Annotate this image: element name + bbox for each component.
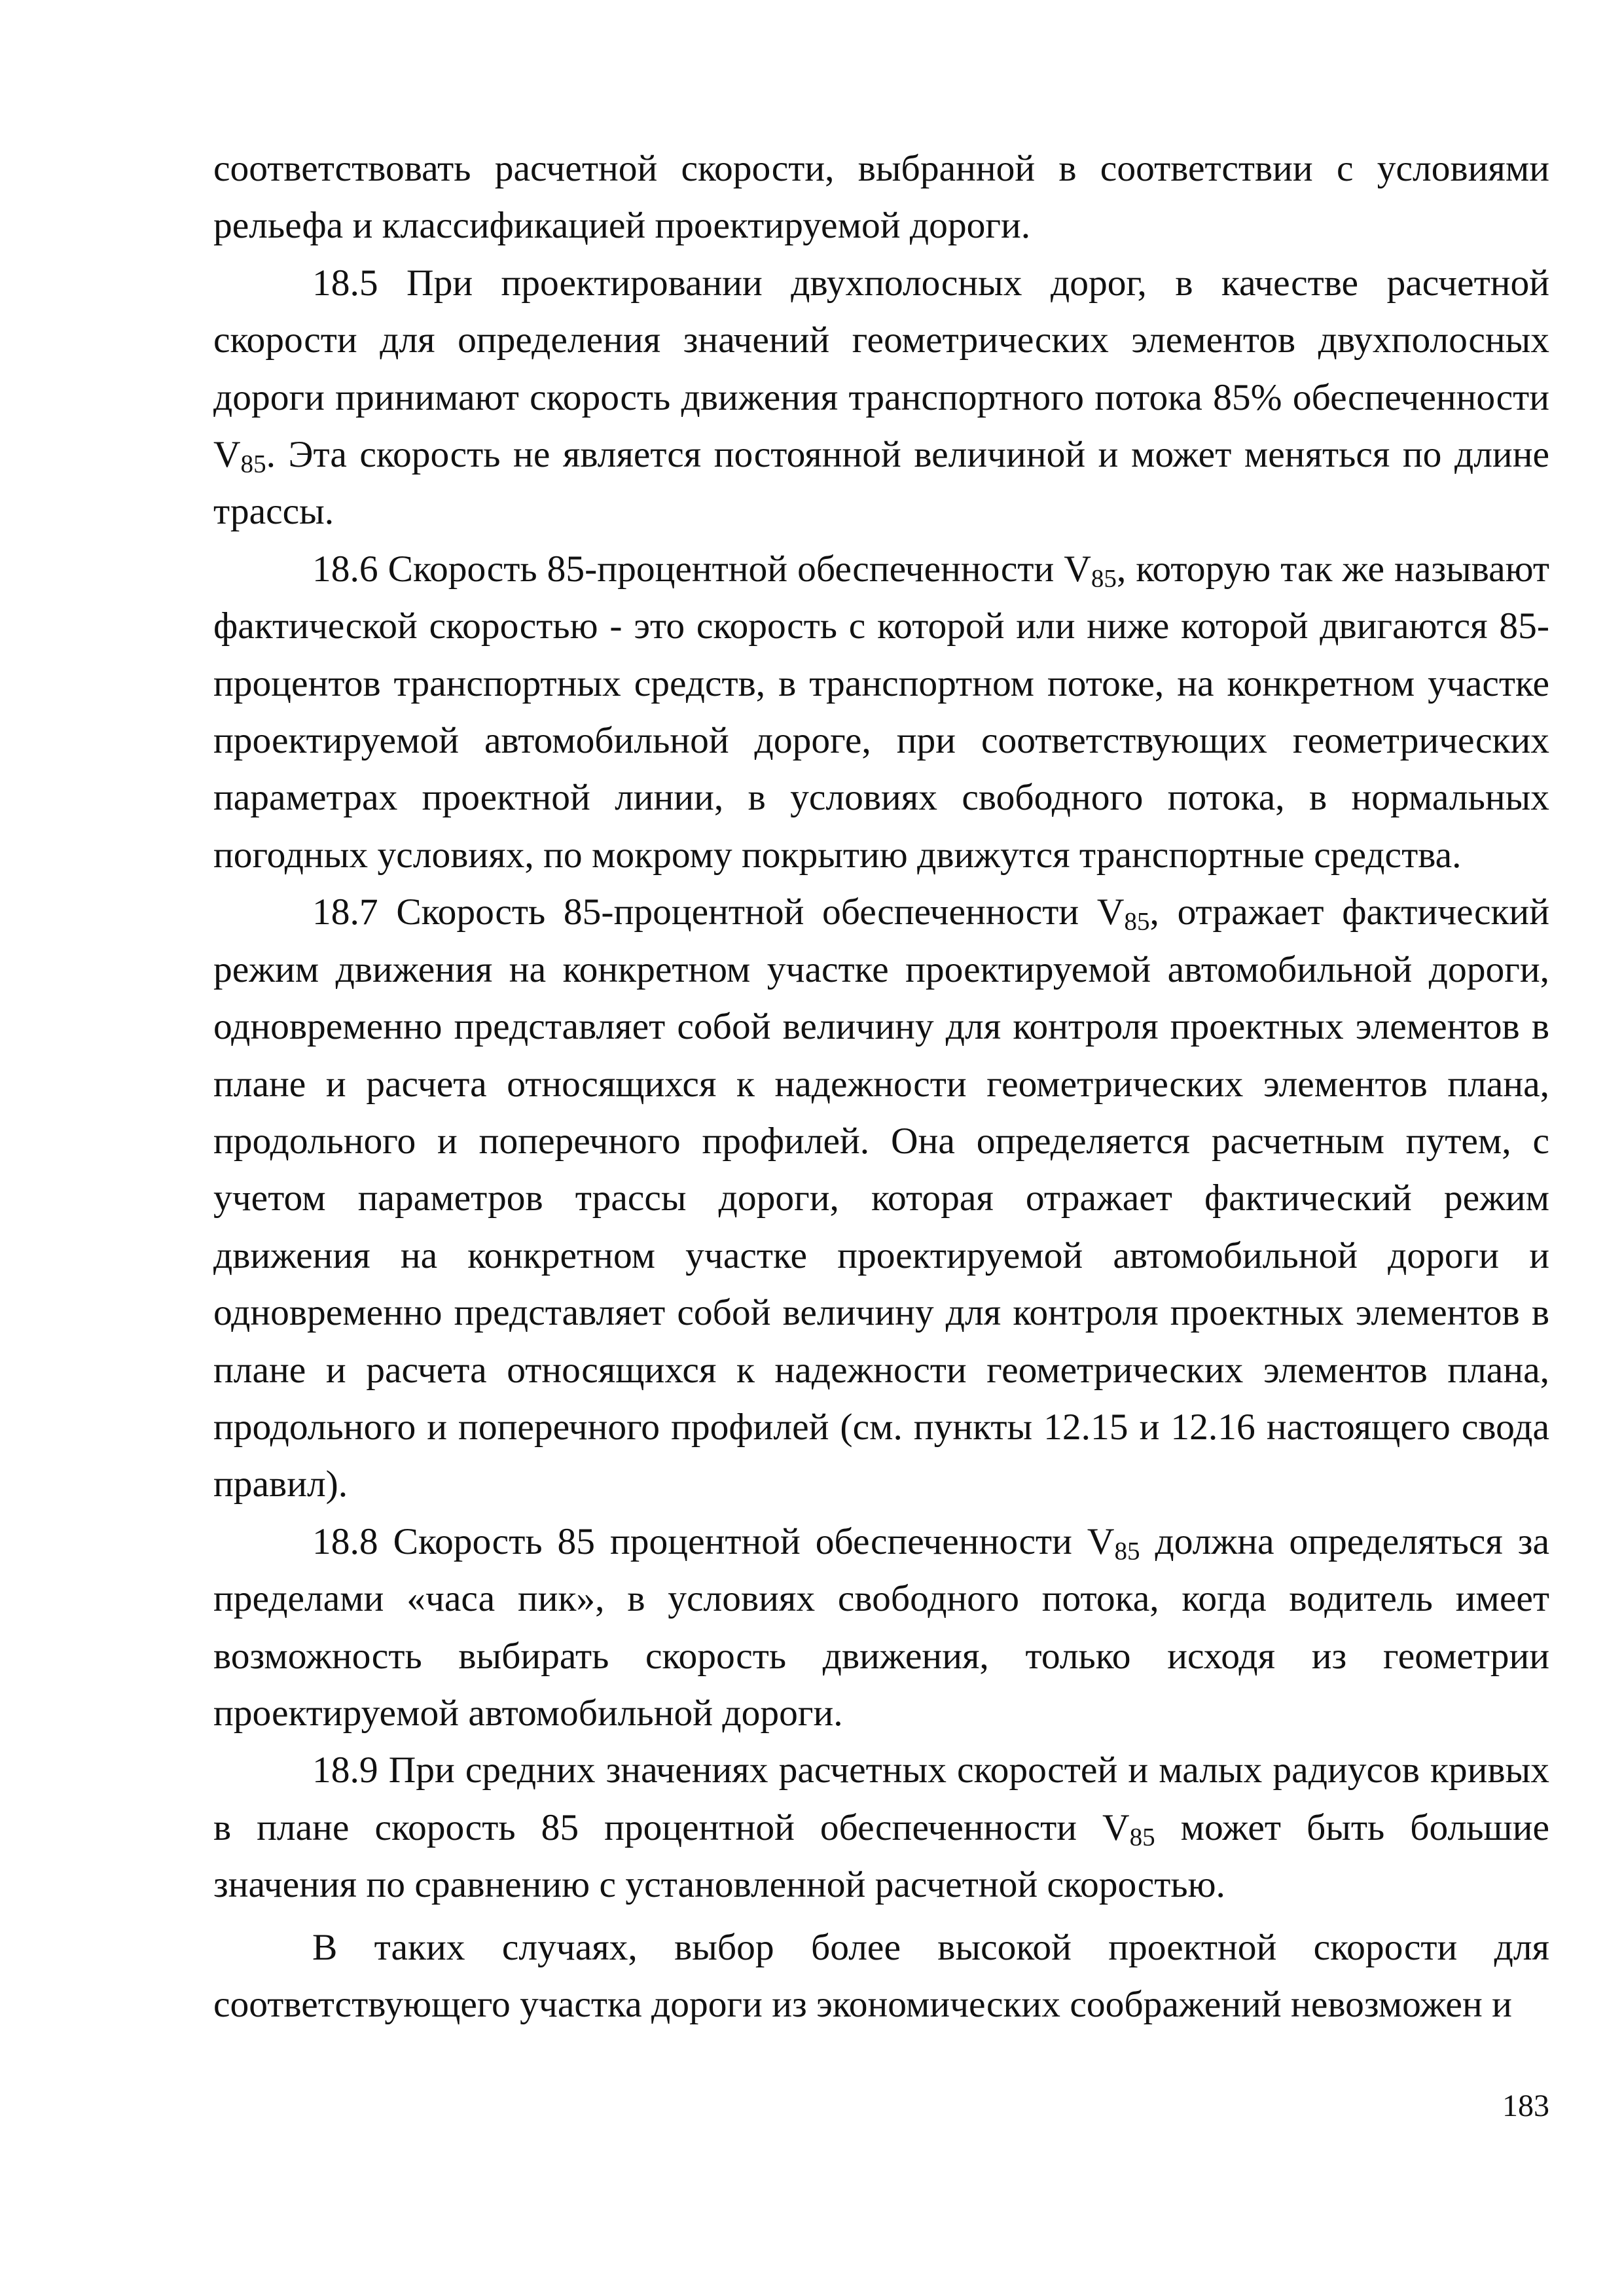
paragraph-18-7-text: 18.7 Скорость 85-процентной обеспеченности V: [312, 891, 1125, 933]
paragraph-18-9: [213, 1742, 1549, 1913]
paragraph-18-5-text-end: . Эта скорость не является постоянной величиной и может меняться по длине трассы.: [213, 434, 1549, 533]
paragraph-18-7: [213, 884, 1549, 1513]
paragraph-in-such-cases: В таких случаях, выбор более высокой проектной скорости для соответствующего участка дороги из экономических соображений невозможен и: [213, 1926, 1549, 2025]
paragraph-continuation: соответствовать расчетной скорости, выбранной в соответствии с условиями рельефа и классификацией проектируемой дороги.: [213, 148, 1549, 247]
v85-subscript: 85: [1091, 564, 1117, 593]
paragraph-18-8-text-end: должна определяться за пределами «часа пик», в условиях свободного потока, когда водитель имеет возможность выбирать скорость движения, только исходя из геометрии проектируемой автомобильной дороги.: [213, 1520, 1549, 1734]
v85-subscript: 85: [1114, 1537, 1140, 1566]
page-number: 183: [1502, 2089, 1549, 2123]
body-text: [213, 140, 1549, 2033]
paragraph-18-9-text-end: может быть большие значения по сравнению с установленной расчетной скоростью.: [213, 1806, 1549, 1906]
paragraph-18-5-text: 18.5 При проектировании двухполосных дорог, в качестве расчетной скорости для определения значений геометрических элементов двухполосных дороги принимают скорость движения транспортного потока 85% обеспеченности V: [213, 262, 1549, 476]
paragraph-18-6-text-end: , которую так же называют фактической скоростью - это скорость с которой или ниже которой двигаются 85-процентов транспортных средств, в транспортном потоке, на конкретном участке проектируемой автомобильной дороге, при соответствующих геометрических параметрах проектной линии, в условиях свободного потока, в нормальных погодных условиях, по мокрому покрытию движутся транспортные средства.: [213, 548, 1549, 876]
paragraph-18-6: [213, 541, 1549, 884]
paragraph-18-6-text: 18.6 Скорость 85-процентной обеспеченности V: [312, 548, 1091, 590]
paragraph-18-5: [213, 255, 1549, 541]
v85-subscript: 85: [1124, 907, 1150, 936]
paragraph-18-8: [213, 1513, 1549, 1742]
paragraph-18-7-text-end: , отражает фактический режим движения на конкретном участке проектируемой автомобильной дороги, одновременно представляет собой величину для контроля проектных элементов в плане и расчета относящихся к надежности геометрических элементов плана, продольного и поперечного профилей. Она определяется расчетным путем, с учетом параметров трассы дороги, которая отражает фактический режим движения на конкретном участке проектируемой автомобильной дороги и одновременно представляет собой величину для контроля проектных элементов в плане и расчета относящихся к надежности геометрических элементов плана, продольного и поперечного профилей (см. пункты 12.15 и 12.16 настоящего свода правил).: [213, 891, 1549, 1505]
v85-subscript: 85: [1129, 1823, 1155, 1852]
v85-subscript: 85: [240, 450, 266, 478]
paragraph-18-9-text: 18.9 При средних значениях расчетных скоростей и малых радиусов кривых в плане скорость 85 процентной обеспеченности V: [213, 1749, 1549, 1848]
paragraph-18-8-text: 18.8 Скорость 85 процентной обеспеченности V: [312, 1520, 1115, 1562]
